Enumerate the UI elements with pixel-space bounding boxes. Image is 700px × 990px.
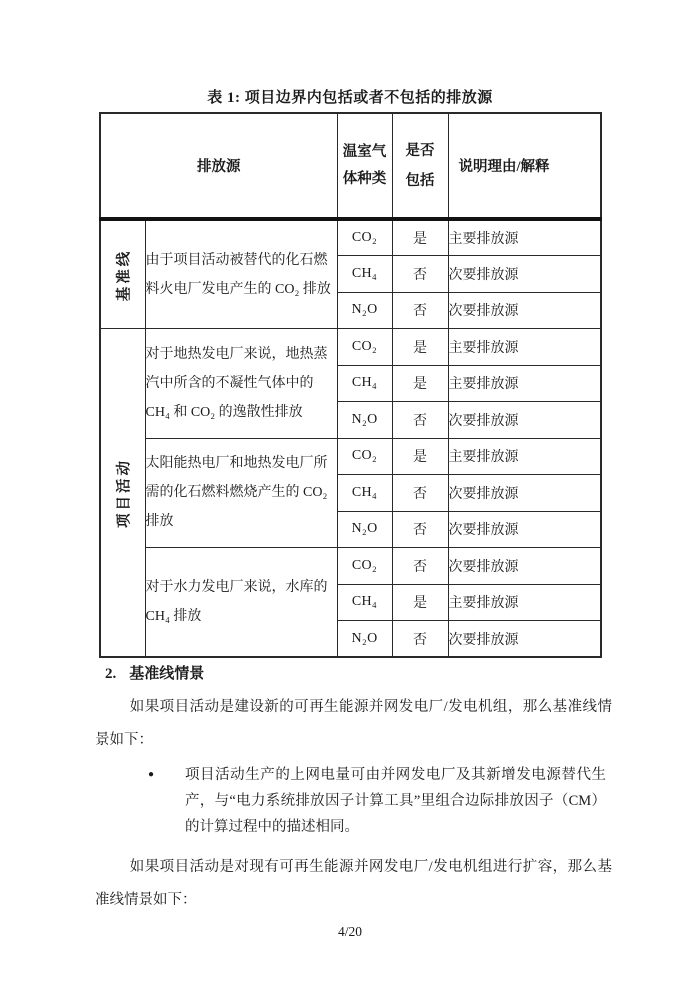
bullet-icon: ●	[148, 769, 155, 780]
col-included-header: 是否包括	[392, 113, 448, 219]
gas-cell: N₂O	[337, 402, 392, 439]
source-cell: 对于水力发电厂来说，水库的 CH₄ 排放	[145, 548, 337, 658]
section-number: 2.	[105, 666, 117, 682]
included-cell: 是	[392, 584, 448, 621]
table-row	[100, 219, 601, 256]
bullet-item	[95, 762, 612, 840]
source-cell: 对于地热发电厂来说，地热蒸汽中所含的不凝性气体中的 CH₄ 和 CO₂ 的逸散性排放	[145, 329, 337, 439]
gas-cell: N₂O	[337, 621, 392, 658]
reason-cell: 次要排放源	[448, 548, 601, 585]
gas-cell: CO₂	[337, 548, 392, 585]
reason-cell: 主要排放源	[448, 219, 601, 256]
col-reason-header: 说明理由/解释	[448, 113, 601, 219]
section-baseline-scenario	[95, 664, 612, 917]
page-number: 4/20	[337, 924, 362, 939]
reason-cell: 次要排放源	[448, 475, 601, 512]
included-cell: 否	[392, 292, 448, 329]
included-cell: 否	[392, 511, 448, 548]
included-cell: 否	[392, 548, 448, 585]
baseline-group-label: 基准线	[100, 219, 145, 329]
bullet-text: 项目活动生产的上网电量可由并网发电厂及其新增发电源替代生产，与“电力系统排放因子计算工具”里组合边际排放因子（CM）的计算过程中的描述相同。	[185, 767, 606, 835]
reason-cell: 次要排放源	[448, 621, 601, 658]
reason-cell: 次要排放源	[448, 402, 601, 439]
source-cell: 由于项目活动被替代的化石燃料火电厂发电产生的 CO₂ 排放	[145, 219, 337, 329]
reason-cell: 主要排放源	[448, 438, 601, 475]
included-cell: 是	[392, 219, 448, 256]
included-cell: 否	[392, 621, 448, 658]
included-cell: 否	[392, 256, 448, 293]
emissions-table	[99, 112, 602, 658]
gas-cell: N₂O	[337, 292, 392, 329]
table-row	[100, 329, 601, 366]
reason-cell: 次要排放源	[448, 256, 601, 293]
section-heading	[95, 664, 612, 684]
reason-cell: 主要排放源	[448, 329, 601, 366]
header-row	[100, 113, 601, 219]
col-gas-header: 温室气体种类	[337, 113, 392, 219]
table-row	[100, 438, 601, 475]
section-title: 基准线情景	[129, 666, 205, 682]
paragraph-1: 如果项目活动是建设新的可再生能源并网发电厂/发电机组，那么基准线情景如下：	[95, 699, 612, 748]
reason-cell: 主要排放源	[448, 365, 601, 402]
gas-cell: N₂O	[337, 511, 392, 548]
included-cell: 是	[392, 329, 448, 366]
gas-cell: CO₂	[337, 219, 392, 256]
gas-cell: CO₂	[337, 329, 392, 366]
reason-cell: 主要排放源	[448, 584, 601, 621]
table-caption: 表 1: 项目边界内包括或者不包括的排放源	[207, 90, 493, 106]
col-source-header: 排放源	[100, 113, 337, 219]
paragraph-2: 如果项目活动是对现有可再生能源并网发电厂/发电机组进行扩容，那么基准线情景如下：	[95, 859, 612, 908]
source-cell: 太阳能热电厂和地热发电厂所需的化石燃料燃烧产生的 CO₂ 排放	[145, 438, 337, 548]
gas-cell: CO₂	[337, 438, 392, 475]
reason-cell: 次要排放源	[448, 511, 601, 548]
included-cell: 否	[392, 402, 448, 439]
gas-cell: CH₄	[337, 584, 392, 621]
table-row	[100, 548, 601, 585]
included-cell: 否	[392, 475, 448, 512]
emissions-table-container	[99, 112, 602, 658]
included-cell: 是	[392, 365, 448, 402]
reason-cell: 次要排放源	[448, 292, 601, 329]
gas-cell: CH₄	[337, 256, 392, 293]
project-group-label: 项目活动	[100, 329, 145, 658]
included-cell: 是	[392, 438, 448, 475]
gas-cell: CH₄	[337, 365, 392, 402]
gas-cell: CH₄	[337, 475, 392, 512]
